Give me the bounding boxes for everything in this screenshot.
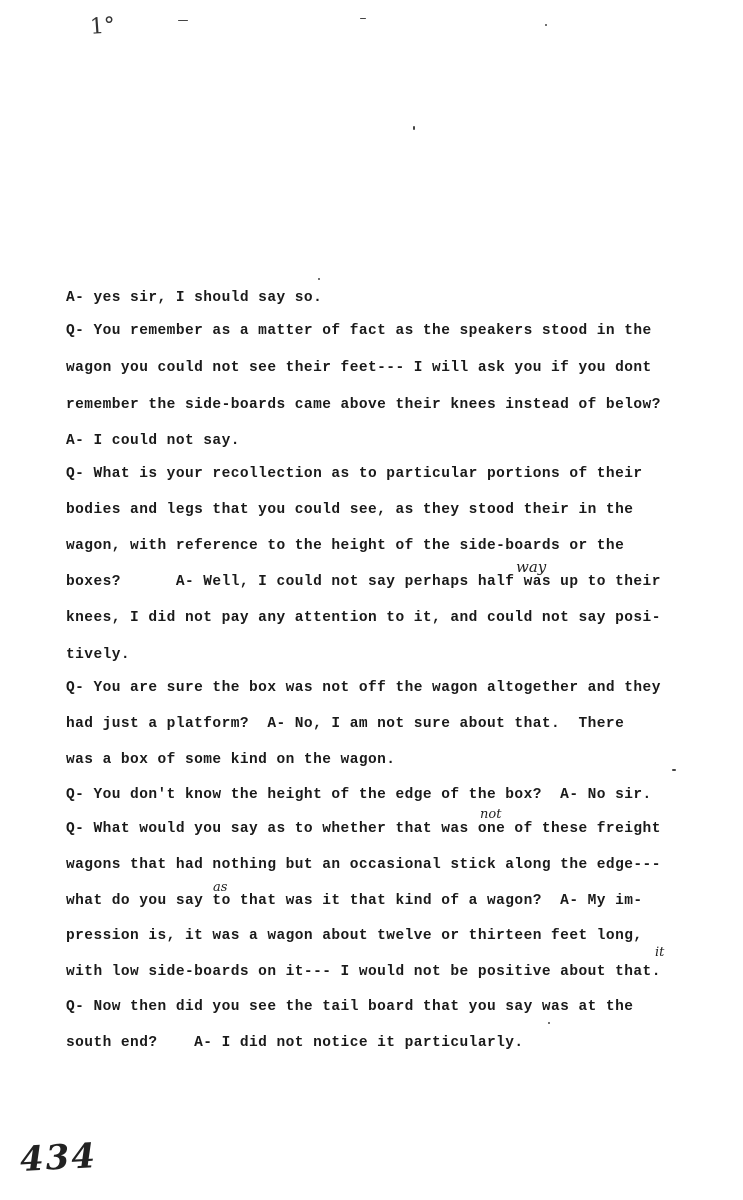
transcript-line: wagons that had nothing but an occasional stick along the edge--- [66,857,661,873]
transcript-line: was a box of some kind on the wagon. [66,752,396,768]
transcript-line: Q- What is your recollection as to particular portions of their [66,466,643,482]
handwritten-insertion: not [480,807,502,822]
transcript-line: tively. [66,647,131,663]
transcript-line: A- yes sir, I should say so. [66,290,323,306]
paper-speck [413,126,415,130]
paper-speck [548,1022,550,1024]
transcript-line: boxes? A- Well, I could not say perhaps half was up to their [66,574,661,590]
paper-speck [672,769,676,771]
transcript-line: had just a platform? A- No, I am not sure about that. There [66,716,625,732]
transcript-line: bodies and legs that you could see, as they stood their in the [66,502,634,518]
transcript-line: knees, I did not pay any attention to it, and could not say posi- [66,610,661,626]
transcript-line: remember the side-boards came above their knees instead of below? [66,397,661,413]
transcript-line: with low side-boards on it--- I would not be positive about that. [66,964,661,980]
paper-speck [178,20,188,21]
paper-speck [318,278,320,280]
page-number: 434 [19,1136,98,1180]
corner-mark: 1° [89,13,116,40]
transcript-line: pression is, it was a wagon about twelve or thirteen feet long, [66,928,643,944]
transcript-line: wagon, with reference to the height of the side-boards or the [66,538,625,554]
transcript-line: Q- Now then did you see the tail board that you say was at the [66,999,634,1015]
paper-speck [360,18,366,19]
transcript-line: Q- You don't know the height of the edge of the box? A- No sir. [66,787,652,803]
transcript-line: Q- You are sure the box was not off the wagon altogether and they [66,680,661,696]
handwritten-insertion: as [213,880,228,895]
transcript-line: Q- What would you say as to whether that was one of these freight [66,821,661,837]
handwritten-insertion: it [655,945,665,960]
paper-speck [545,24,547,26]
transcript-line: A- I could not say. [66,433,240,449]
transcript-line: what do you say to that was it that kind of a wagon? A- My im- [66,893,643,909]
handwritten-insertion: way [516,558,547,576]
transcript-line: Q- You remember as a matter of fact as the speakers stood in the [66,323,652,339]
transcript-line: south end? A- I did not notice it particularly. [66,1035,524,1051]
transcript-line: wagon you could not see their feet--- I will ask you if you dont [66,360,652,376]
